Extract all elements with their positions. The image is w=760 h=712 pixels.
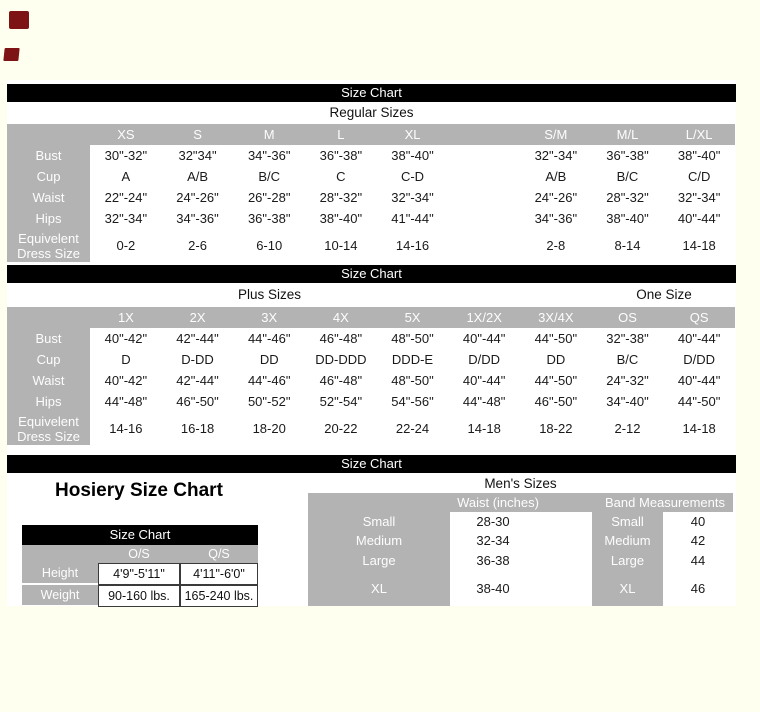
cell: DD <box>233 349 305 370</box>
table-row <box>7 349 735 370</box>
table-header-row <box>7 124 735 145</box>
size-chart-document <box>7 80 736 602</box>
col-header: 5X <box>377 307 449 328</box>
col-header: O/S <box>98 545 180 563</box>
band-value: 42 <box>663 531 733 550</box>
cell: 24"-26" <box>162 187 234 208</box>
mens-sizes-table <box>308 493 733 606</box>
col-header: 3X <box>233 307 305 328</box>
cell: 40"-44" <box>448 328 520 349</box>
row-label: Hips <box>7 391 90 412</box>
cell: 26"-28" <box>233 187 305 208</box>
cell: 38"-40" <box>377 145 449 166</box>
col-header: Q/S <box>180 545 258 563</box>
cell: C <box>305 166 377 187</box>
band-value: 40 <box>663 512 733 531</box>
cell: 8-14 <box>592 229 664 262</box>
row-label: Equivelent Dress Size <box>7 412 90 445</box>
cell: 40"-42" <box>90 328 162 349</box>
waist-value: 32-34 <box>450 531 592 550</box>
cell: 34"-36" <box>520 208 592 229</box>
cell: 46"-48" <box>305 328 377 349</box>
cell: 36"-38" <box>305 145 377 166</box>
cell: 34"-36" <box>233 145 305 166</box>
col-header: L/XL <box>663 124 735 145</box>
col-header <box>448 124 520 145</box>
cell <box>448 208 520 229</box>
waist-value: 28-30 <box>450 512 592 531</box>
row-label: Weight <box>22 585 98 605</box>
one-size-title: One Size <box>636 287 692 302</box>
waist-value: 38-40 <box>450 570 592 606</box>
cell: 10-14 <box>305 229 377 262</box>
cell: B/C <box>592 349 664 370</box>
band-value: 44 <box>663 550 733 570</box>
cell: 16-18 <box>162 412 234 445</box>
cell: D/DD <box>663 349 735 370</box>
bottom-section <box>7 473 736 606</box>
band-size-label: Small <box>592 512 663 531</box>
row-label: Cup <box>7 349 90 370</box>
regular-sizes-title: Regular Sizes <box>7 102 736 124</box>
cell: 32"34" <box>162 145 234 166</box>
cell: 24"-32" <box>592 370 664 391</box>
size-chart-bar-1: Size Chart <box>7 84 736 102</box>
corner-cell <box>7 307 90 328</box>
mens-table-header <box>308 493 733 512</box>
cell: 40"-44" <box>663 208 735 229</box>
band-size-label: XL <box>592 570 663 606</box>
col-header: 4X <box>305 307 377 328</box>
cell: 44"-50" <box>520 328 592 349</box>
cell: 44"-48" <box>90 391 162 412</box>
cell: 28"-32" <box>305 187 377 208</box>
table-header-row <box>7 307 735 328</box>
corner-cell <box>22 545 98 563</box>
cell: 42"-44" <box>162 328 234 349</box>
row-label: Height <box>22 563 98 583</box>
table-row <box>7 370 735 391</box>
row-label: Waist <box>7 370 90 391</box>
cell: 44"-46" <box>233 370 305 391</box>
cell: 32"-34" <box>520 145 592 166</box>
cell: 32"-38" <box>592 328 664 349</box>
table-row <box>7 187 735 208</box>
col-header: 2X <box>162 307 234 328</box>
cell: 44"-50" <box>520 370 592 391</box>
cell: 36"-38" <box>592 145 664 166</box>
cell: 40"-42" <box>90 370 162 391</box>
cell: 14-18 <box>448 412 520 445</box>
cell: 38"-40" <box>305 208 377 229</box>
cell: A/B <box>162 166 234 187</box>
cell: 38"-40" <box>592 208 664 229</box>
col-header: 1X <box>90 307 162 328</box>
cell: 34"-36" <box>162 208 234 229</box>
col-header: S <box>162 124 234 145</box>
band-measurements-header: Band Measurements <box>605 495 725 510</box>
table-row <box>7 145 735 166</box>
cell: 54"-56" <box>377 391 449 412</box>
col-header: M/L <box>592 124 664 145</box>
size-chart-bar-2: Size Chart <box>7 265 736 283</box>
cell: 14-16 <box>377 229 449 262</box>
cell: 18-20 <box>233 412 305 445</box>
cell: 32"-34" <box>377 187 449 208</box>
cell: 2-12 <box>592 412 664 445</box>
cell: 22"-24" <box>90 187 162 208</box>
regular-sizes-table <box>7 124 735 262</box>
cell: 14-16 <box>90 412 162 445</box>
col-header: L <box>305 124 377 145</box>
cell: DD <box>520 349 592 370</box>
row-label: Waist <box>7 187 90 208</box>
row-label: Equivelent Dress Size <box>7 229 90 262</box>
mens-table-body <box>308 512 733 606</box>
col-header: M <box>233 124 305 145</box>
cell: D/DD <box>448 349 520 370</box>
cell: 44"-46" <box>233 328 305 349</box>
cell: 18-22 <box>520 412 592 445</box>
col-header: 3X/4X <box>520 307 592 328</box>
cell: 42"-44" <box>162 370 234 391</box>
cell: D-DD <box>162 349 234 370</box>
plus-sizes-table <box>7 307 735 445</box>
cell: 30"-32" <box>90 145 162 166</box>
cell: C/D <box>663 166 735 187</box>
band-size-label: Medium <box>592 531 663 550</box>
cell: B/C <box>592 166 664 187</box>
cell: DDD-E <box>377 349 449 370</box>
cell: 48"-50" <box>377 328 449 349</box>
cell: 44"-48" <box>448 391 520 412</box>
size-label: Large <box>308 550 450 570</box>
table-row <box>7 328 735 349</box>
cell: 20-22 <box>305 412 377 445</box>
row-label: Hips <box>7 208 90 229</box>
cell: 38"-40" <box>663 145 735 166</box>
cell: D <box>90 349 162 370</box>
cell: 40"-44" <box>663 370 735 391</box>
hosiery-size-chart-title: Hosiery Size Chart <box>55 480 223 501</box>
waist-value: 36-38 <box>450 550 592 570</box>
corner-artifact <box>9 11 29 29</box>
cell: C-D <box>377 166 449 187</box>
cell: 4'11"-6'0" <box>180 563 258 585</box>
cell: B/C <box>233 166 305 187</box>
cell: 36"-38" <box>233 208 305 229</box>
cell: 2-8 <box>520 229 592 262</box>
table-row <box>7 391 735 412</box>
cell <box>448 145 520 166</box>
waist-header: Waist (inches) <box>457 495 539 510</box>
plus-sizes-title: Plus Sizes <box>237 287 302 302</box>
cell: 34"-40" <box>592 391 664 412</box>
cell: 6-10 <box>233 229 305 262</box>
size-chart-bar-3: Size Chart <box>7 455 736 473</box>
cell <box>448 187 520 208</box>
cell <box>448 229 520 262</box>
hosiery-table-header: Size Chart <box>22 525 258 545</box>
cell: 24"-26" <box>520 187 592 208</box>
col-header: XS <box>90 124 162 145</box>
cell: 52"-54" <box>305 391 377 412</box>
mens-sizes-title: Men's Sizes <box>484 476 557 491</box>
table-row <box>7 208 735 229</box>
corner-artifact <box>3 48 19 61</box>
size-label: XL <box>308 570 450 606</box>
cell: 32"-34" <box>663 187 735 208</box>
table-row <box>7 229 735 262</box>
row-label: Cup <box>7 166 90 187</box>
band-size-label: Large <box>592 550 663 570</box>
cell: 32"-34" <box>90 208 162 229</box>
band-value: 46 <box>663 570 733 606</box>
cell: 165-240 lbs. <box>180 585 258 607</box>
cell: DD-DDD <box>305 349 377 370</box>
cell: 14-18 <box>663 412 735 445</box>
plus-sizes-title-row <box>7 283 736 307</box>
col-header: S/M <box>520 124 592 145</box>
cell: 0-2 <box>90 229 162 262</box>
hosiery-table <box>22 525 258 607</box>
cell: 28"-32" <box>592 187 664 208</box>
table-row <box>7 412 735 445</box>
col-header: OS <box>592 307 664 328</box>
corner-cell <box>7 124 90 145</box>
row-label: Bust <box>7 145 90 166</box>
col-header: QS <box>663 307 735 328</box>
cell: 90-160 lbs. <box>98 585 180 607</box>
cell <box>448 166 520 187</box>
col-header: 1X/2X <box>448 307 520 328</box>
cell: 48"-50" <box>377 370 449 391</box>
cell: 46"-48" <box>305 370 377 391</box>
cell: 40"-44" <box>448 370 520 391</box>
cell: 40"-44" <box>663 328 735 349</box>
size-label: Small <box>308 512 450 531</box>
cell: 46"-50" <box>520 391 592 412</box>
cell: 2-6 <box>162 229 234 262</box>
col-header: XL <box>377 124 449 145</box>
cell: 4'9"-5'11" <box>98 563 180 585</box>
size-label: Medium <box>308 531 450 550</box>
cell: 41"-44" <box>377 208 449 229</box>
cell: 44"-50" <box>663 391 735 412</box>
hosiery-table-body <box>22 545 258 607</box>
cell: A <box>90 166 162 187</box>
cell: A/B <box>520 166 592 187</box>
table-row <box>7 166 735 187</box>
row-label: Bust <box>7 328 90 349</box>
cell: 46"-50" <box>162 391 234 412</box>
cell: 50"-52" <box>233 391 305 412</box>
cell: 14-18 <box>663 229 735 262</box>
cell: 22-24 <box>377 412 449 445</box>
